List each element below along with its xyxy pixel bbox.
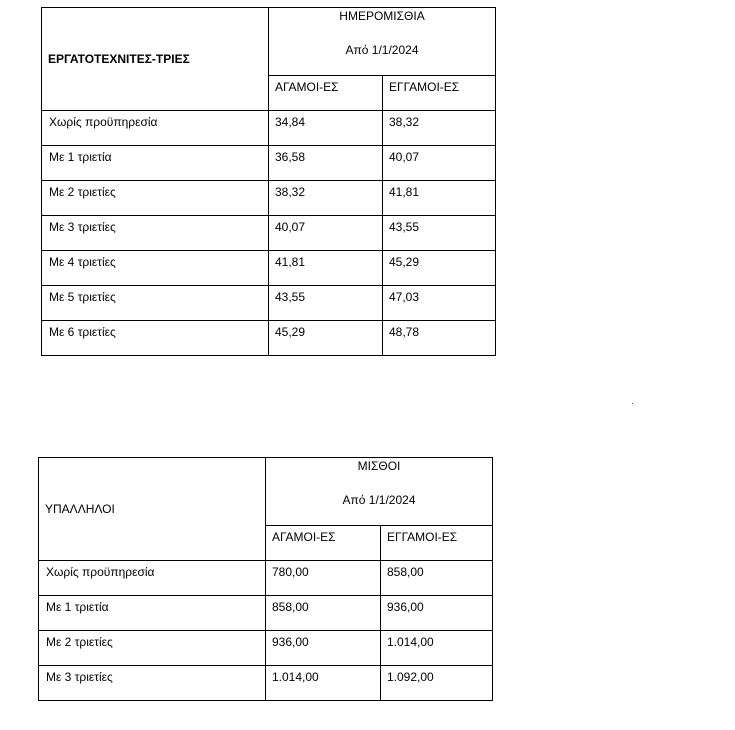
period-header [269, 8, 496, 76]
value-single: 38,32 [269, 181, 383, 216]
table-row [42, 146, 496, 181]
value-single: 780,00 [266, 561, 381, 596]
value-married: 48,78 [383, 321, 496, 356]
value-single: 40,07 [269, 216, 383, 251]
table-row [39, 596, 493, 631]
value-married: 47,03 [383, 286, 496, 321]
period-header [266, 458, 493, 526]
value-married: 936,00 [381, 596, 493, 631]
value-single: 858,00 [266, 596, 381, 631]
seniority-label: Με 2 τριετίες [39, 631, 266, 666]
category-header-employees [39, 458, 266, 561]
value-married: 43,55 [383, 216, 496, 251]
column-header-married: ΕΓΓΑΜΟΙ-ΕΣ [383, 76, 496, 111]
value-single: 936,00 [266, 631, 381, 666]
seniority-label: Με 6 τριετίες [42, 321, 269, 356]
seniority-label: Με 5 τριετίες [42, 286, 269, 321]
heading-label: ΗΜΕΡΟΜΙΣΘΙΑ [339, 9, 425, 23]
table-row [39, 631, 493, 666]
seniority-label: Με 1 τριετία [39, 596, 266, 631]
table-row [39, 561, 493, 596]
value-married: 40,07 [383, 146, 496, 181]
seniority-label: Με 2 τριετίες [42, 181, 269, 216]
seniority-label: Με 1 τριετία [42, 146, 269, 181]
seniority-label: Με 3 τριετίες [39, 666, 266, 701]
category-header-workers [42, 8, 269, 111]
column-header-single: ΑΓΑΜΟΙ-ΕΣ [266, 526, 381, 561]
table-row [42, 216, 496, 251]
category-label: ΕΡΓΑΤΟΤΕΧΝΙΤΕΣ-ΤΡΙΕΣ [48, 52, 190, 66]
seniority-label: Χωρίς προϋπηρεσία [39, 561, 266, 596]
table-row [39, 666, 493, 701]
heading-label: ΜΙΣΘΟΙ [357, 459, 401, 473]
value-single: 45,29 [269, 321, 383, 356]
effective-date-label: Από 1/1/2024 [342, 493, 416, 507]
value-single: 1.014,00 [266, 666, 381, 701]
value-single: 36,58 [269, 146, 383, 181]
category-label: ΥΠΑΛΛΗΛΟΙ [45, 502, 115, 516]
table-row [42, 251, 496, 286]
value-married: 45,29 [383, 251, 496, 286]
table-row [42, 286, 496, 321]
value-married: 41,81 [383, 181, 496, 216]
table-row [42, 181, 496, 216]
column-header-married: ΕΓΓΑΜΟΙ-ΕΣ [381, 526, 493, 561]
monthly-salaries-table [38, 457, 493, 701]
value-married: 858,00 [381, 561, 493, 596]
seniority-label: Με 3 τριετίες [42, 216, 269, 251]
table-row [42, 111, 496, 146]
column-header-single: ΑΓΑΜΟΙ-ΕΣ [269, 76, 383, 111]
seniority-label: Χωρίς προϋπηρεσία [42, 111, 269, 146]
value-single: 34,84 [269, 111, 383, 146]
table-row [42, 321, 496, 356]
value-single: 43,55 [269, 286, 383, 321]
seniority-label: Με 4 τριετίες [42, 251, 269, 286]
effective-date-label: Από 1/1/2024 [345, 43, 419, 57]
stray-dot [632, 403, 633, 404]
value-married: 1.092,00 [381, 666, 493, 701]
daily-wages-table [41, 7, 496, 356]
value-married: 1.014,00 [381, 631, 493, 666]
value-single: 41,81 [269, 251, 383, 286]
value-married: 38,32 [383, 111, 496, 146]
